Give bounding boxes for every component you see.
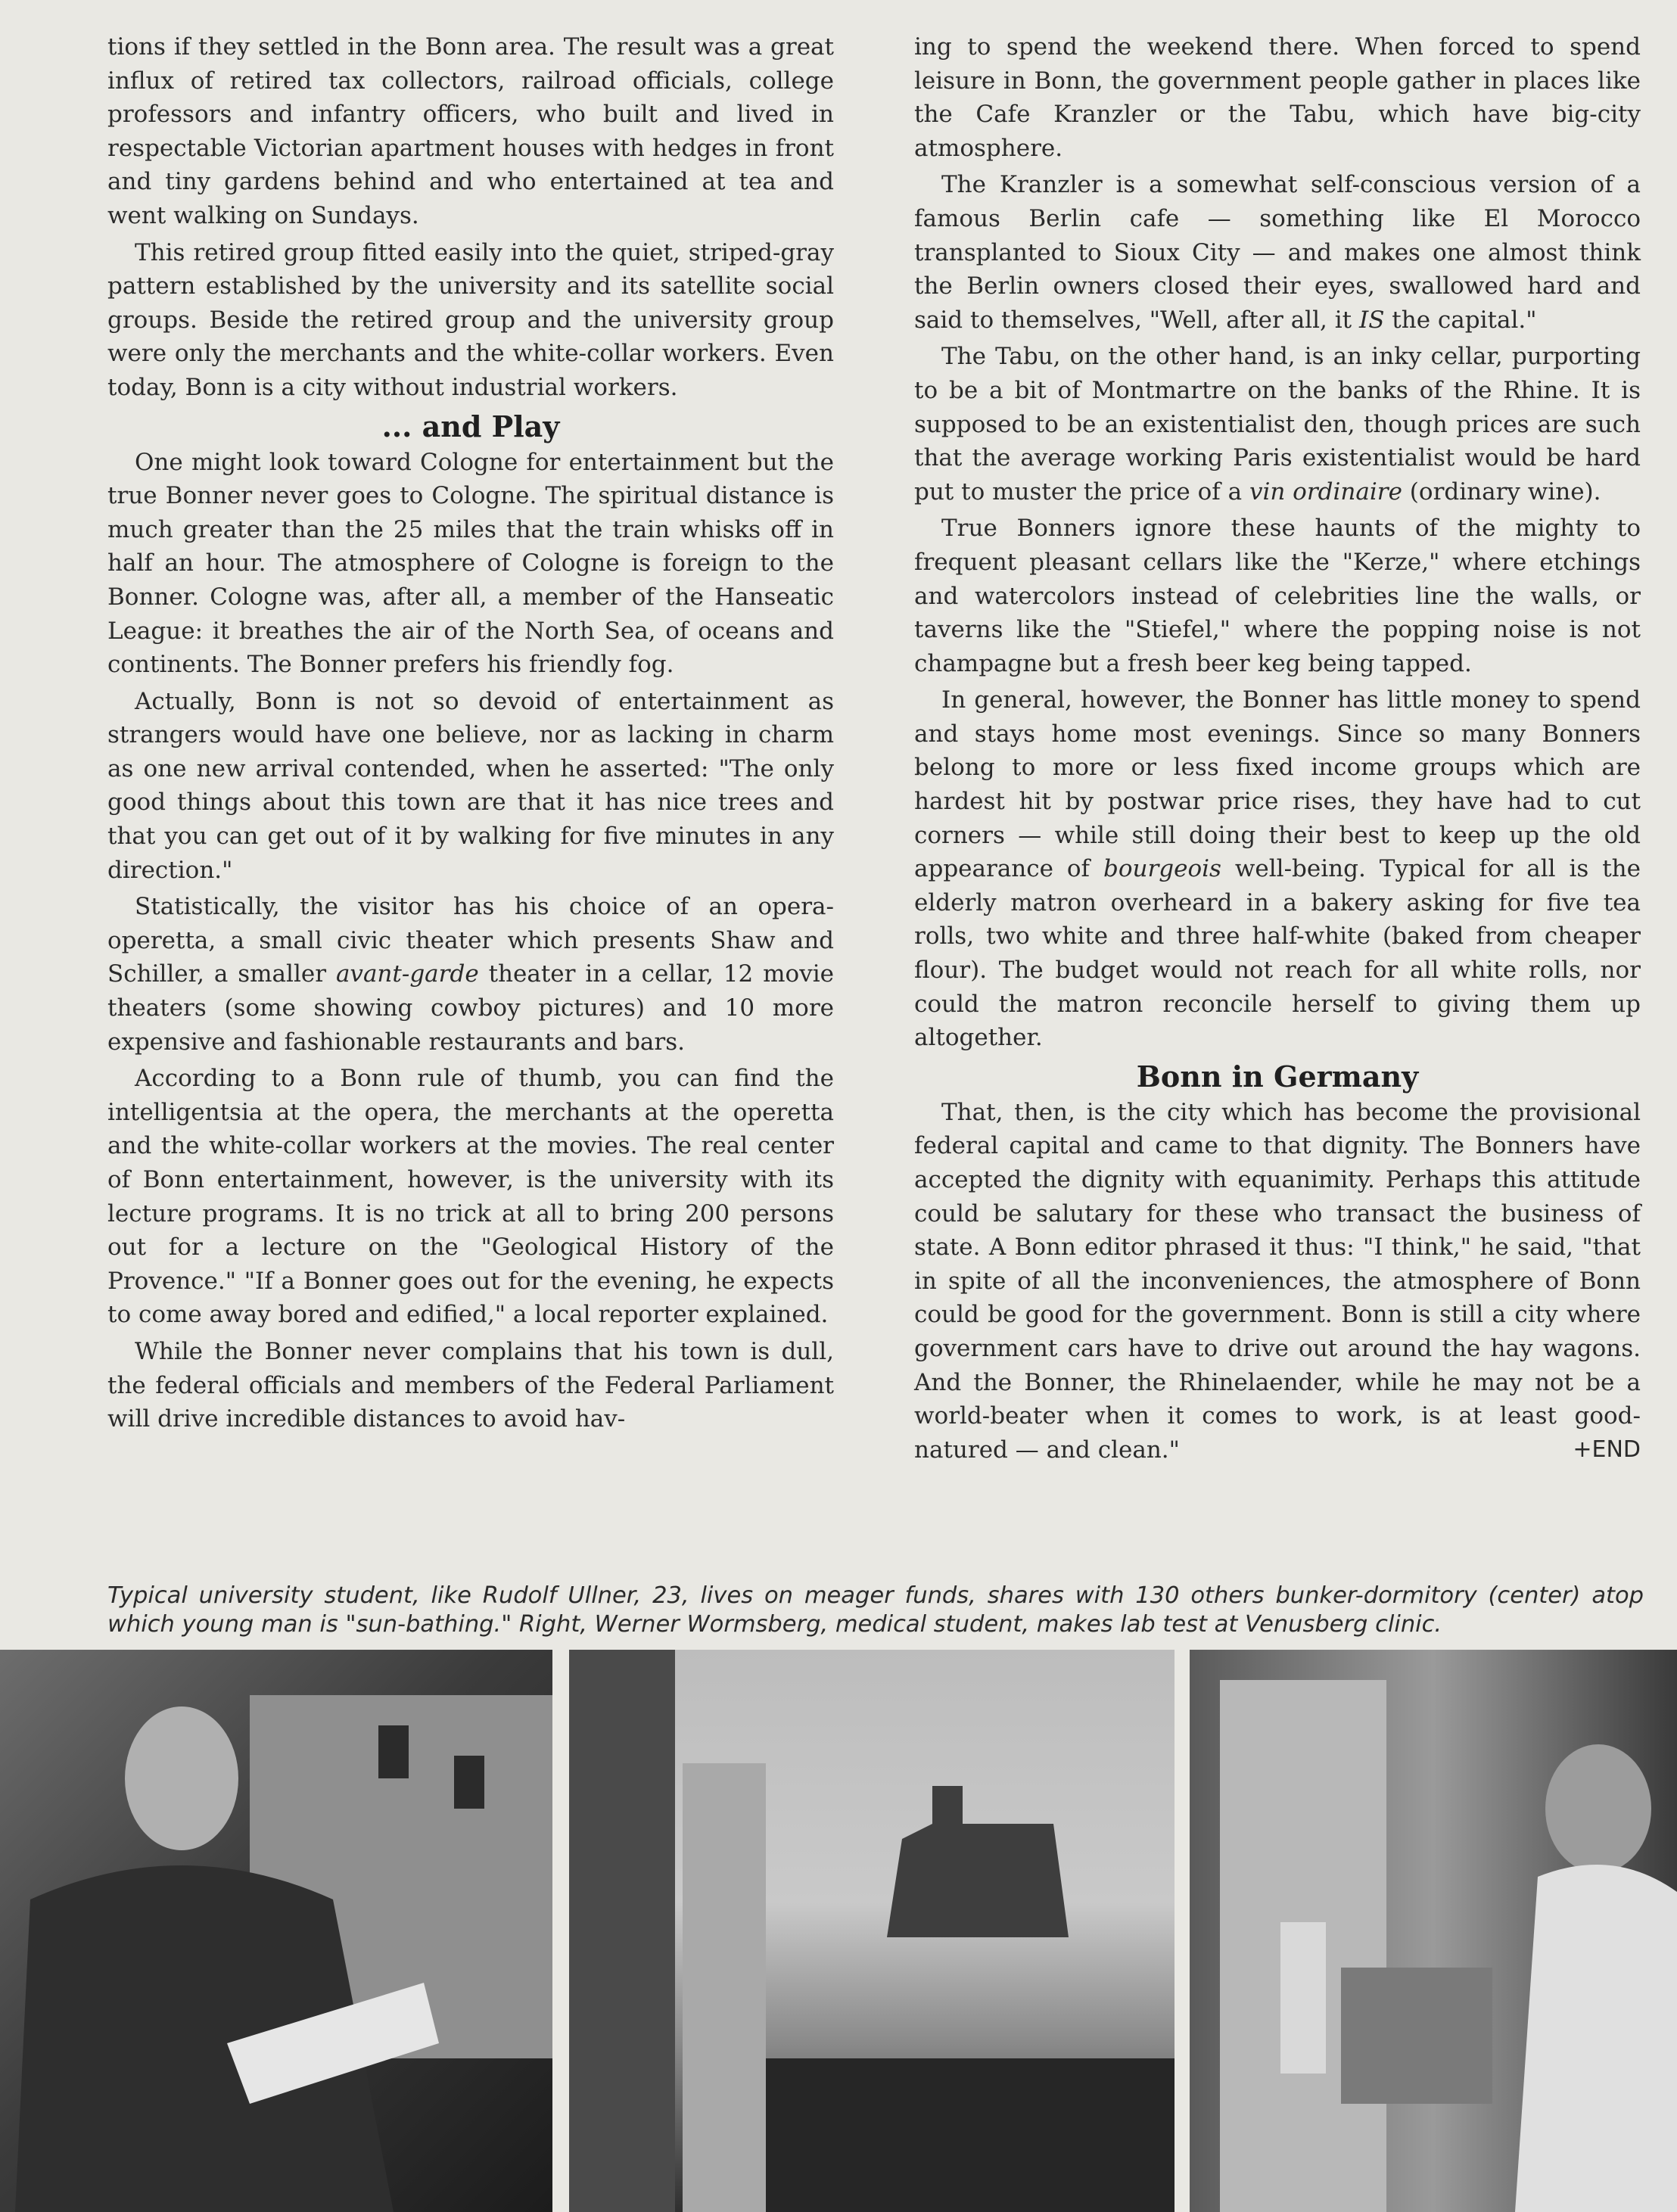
italic-text: vin ordinaire [1249,478,1402,506]
text-run: That, then, is the city which has become the provisional federal capital and came to that dignity. The Bonners have accepted the dignity with equanimity. Perhaps this attitude could be salutary for these who transact the business of state. A Bonn editor phrased it thus: "I think," he said, "that in spite of all the inconveniences, the atmosphere of Bonn could be good for the government. Bonn is still a city where government cars have to drive out around the hay wagons. And the Bonner, the Rhinelaender, while he may not be a world-beater when it comes to work, is at least good-natured — and clean." [914,1098,1641,1464]
text-run: The Kranzler is a somewhat self-conscious version of a famous Berlin cafe — something like El Morocco transplanted to Sioux City — and makes one almost think the Berlin owners closed their eyes, swallowed hard and said to themselves, "Well, after all, it [914,171,1641,334]
lab-illustration [1190,1650,1677,2212]
end-mark: +END [1573,1436,1641,1463]
scientist-lab-coat [1515,1865,1677,2212]
italic-text: bourgeois [1103,855,1221,883]
text-run: (ordinary wine). [1402,478,1601,506]
text-run: The Tabu, on the other hand, is an inky cellar, purporting to be a bit of Montmartre on the banks of the Rhine. It is supposed to be an existentialist den, though prices are such that the average working Paris existentialist would be hard put to muster the price of a [914,343,1641,506]
italic-text: IS [1358,306,1385,334]
text-run: well-being. Typical for all is the elderly matron overheard in a bakery asking for five tea rolls, two white and three half-white (baked from cheaper flour). The budget would not reach for all white rolls, nor could the matron reconcile herself to giving them up altogether. [914,855,1641,1052]
glass-bottle [1280,1922,1326,2074]
student-head [125,1706,238,1850]
paragraph: True Bonners ignore these haunts of the mighty to frequent pleasant cellars like the "Kerze," where etchings and watercolors instead of celebrities line the walls, or taverns like the "Stiefel," where the popping noise is not champagne but a fresh beer keg being tapped. [914,515,1641,677]
lab-equipment [1341,1968,1492,2104]
paragraph [914,168,1641,337]
ruined-building [887,1786,1069,1937]
paragraph: tions if they settled in the Bonn area. The result was a great influx of retired tax collectors, railroad officials, college professors and infantry officers, who built and lived in respectable Victorian apartment houses with hedges in front and tiny gardens behind and who entertained at tea and went walking on Sundays. [107,33,834,229]
paragraph [914,340,1641,509]
paragraph: One might look toward Cologne for entertainment but the true Bonner never goes to Cologne. The spiritual distance is much greater than the 25 miles that the train whisks off in half an hour. The atmosphere of Cologne is foreign to the Bonner. Cologne was, after all, a member of the Hanseatic League: it breathes the air of the North Sea, of oceans and continents. The Bonner prefers his friendly fog. [107,448,834,679]
left-column [107,30,834,1439]
photo-bunker-dormitory [569,1650,1175,2212]
scientist-head [1545,1744,1651,1873]
text-run: the capital." [1384,306,1537,334]
bunker-roof [766,2058,1175,2212]
text-run: In general, however, the Bonner has little money to spend and stays home most evenings. Since so many Bonners belong to more or less fixed income groups which are hardest hit by postwar price rises, they have had to cut corners — while still doing their best to keep up the old appearance of [914,686,1641,883]
paragraph [914,683,1641,1055]
text-run: Statistically, the visitor has his choice of an opera-operetta, a small civic theater which presents Shaw and Schiller, a smaller [107,893,834,988]
section-heading-play: ... and Play [381,409,560,443]
paragraph: While the Bonner never complains that his town is dull, the federal officials and members of the Federal Parliament will drive incredible distances to avoid hav- [107,1337,834,1433]
italic-text: avant-garde [335,960,479,988]
paragraph: Actually, Bonn is not so devoid of entertainment as strangers would have one believe, nor as lacking in charm as one new arrival contended, when he asserted: "The only good things about this town are that it has nice trees and that you can get out of it by walking for five minutes in any direction." [107,687,834,884]
photo-student-portrait [0,1650,552,2212]
paragraph [914,1096,1641,1467]
building-window [378,1725,409,1778]
paragraph: According to a Bonn rule of thumb, you can find the intelligentsia at the opera, the merchants at the operetta and the white-collar workers at the movies. The real center of Bonn entertainment, however, is the university with its lecture programs. It is no trick at all to bring 200 persons out for a lecture on the "Geological History of the Provence." "If a Bonner goes out for the evening, he expects to come away bored and edified," a local reporter explained. [107,1065,834,1329]
paragraph: ing to spend the weekend there. When forced to spend leisure in Bonn, the government people gather in places like the Cafe Kranzler or the Tabu, which have big-city atmosphere. [914,33,1641,162]
student-portrait-illustration [0,1650,552,2212]
bunker-illustration [569,1650,1175,2212]
paragraph: This retired group fitted easily into the quiet, striped-gray pattern established by the university and its satellite social groups. Beside the retired group and the university group were only the merchants and the white-collar workers. Even today, Bonn is a city without industrial workers. [107,238,834,401]
photo-lab-test [1190,1650,1677,2212]
paragraph [107,890,834,1059]
bunker-wall [569,1650,675,2212]
right-column [914,30,1641,1470]
text-run: theater in a cellar, 12 movie theaters (some showing cowboy pictures) and 10 more expensive and fashionable restaurants and bars. [107,960,834,1056]
building-window [454,1756,484,1809]
section-heading-bonn-in-germany: Bonn in Germany [1136,1059,1419,1094]
photo-caption: Typical university student, like Rudolf Ullner, 23, lives on meager funds, shares with 130 others bunker-dormitory (center) atop which young man is "sun-bathing." Right, Werner Wormsberg, medical student, makes lab test at Venusberg clinic. [107,1582,1644,1638]
tall-building [683,1763,766,2212]
